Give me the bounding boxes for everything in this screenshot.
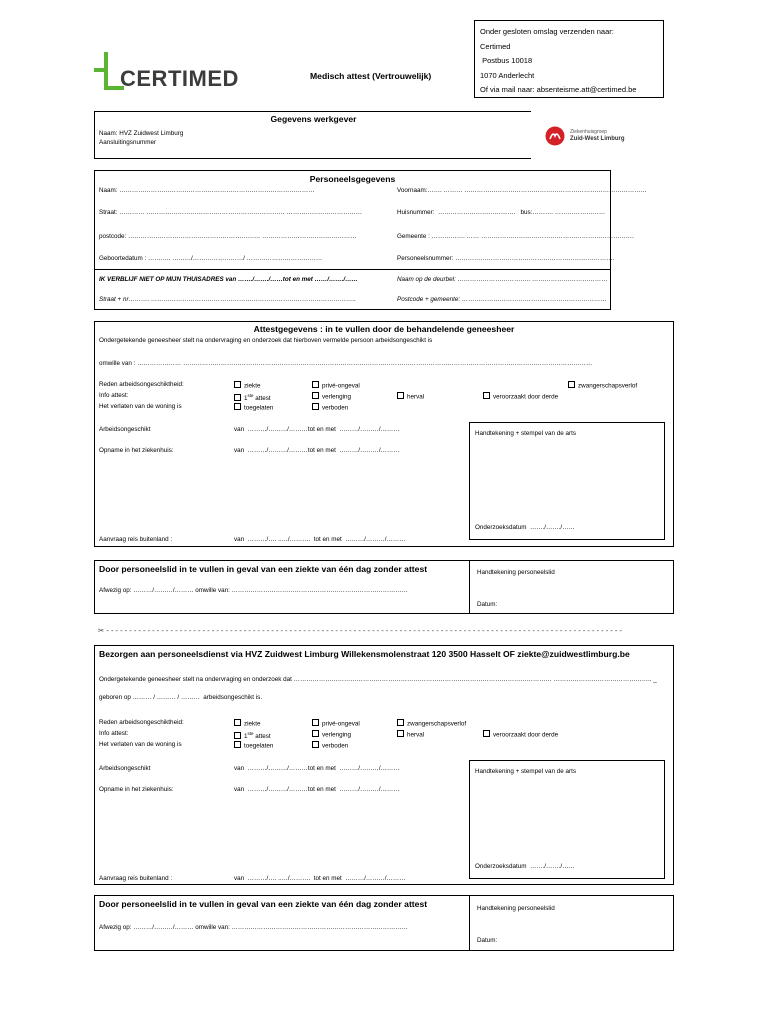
attest-section-2	[94, 645, 674, 885]
reis-label: Aanvraag reis buitenland :	[99, 536, 173, 543]
woning-label: Het verlaten van de woning is	[99, 403, 182, 410]
checkbox-ziekte[interactable]: ziekte	[234, 719, 260, 729]
checkbox-prive-ongeval[interactable]: privé-ongeval	[312, 719, 360, 729]
omwille-field[interactable]: omwille van : ………………… ……………………………………………………………………………………………………………………………………………………………………………	[99, 360, 593, 367]
mailing-address-box	[474, 20, 664, 98]
checkbox-eerste-attest[interactable]: 1ste attest	[234, 392, 271, 403]
reden-label: Reden arbeidsongeschiktheid:	[99, 719, 184, 726]
employee-title: Door personeelslid in te vullen in geval van een ziekte van één dag zonder attest	[99, 564, 428, 574]
hospital-logo-icon	[545, 126, 565, 146]
reis-dates[interactable]: van ………/…. ..…/………. tot en met ………/………/………	[234, 875, 406, 882]
certimed-logo	[94, 52, 244, 92]
checkbox-herval[interactable]: herval	[397, 730, 424, 740]
address-line: Certimed	[480, 41, 511, 51]
checkbox-toegelaten[interactable]: toegelaten	[234, 403, 273, 413]
opname-label: Opname in het ziekenhuis:	[99, 447, 174, 454]
arbeidsongeschikt-label: Arbeidsongeschikt	[99, 765, 151, 772]
employee-signature-area[interactable]	[469, 561, 674, 613]
attest-title: Attestgegevens : in te vullen door de behandelende geneesheer	[253, 324, 515, 334]
doctor-signature-box[interactable]	[469, 760, 665, 879]
reis-dates[interactable]: van ………/…. ..…/………. tot en met ………/………/………	[234, 536, 406, 543]
voornaam-field[interactable]: Voornaam:……. ……… ……………………………………………………………………………	[397, 187, 647, 194]
employee-datum[interactable]: Datum:	[477, 937, 498, 944]
employee-section-2	[94, 895, 674, 951]
checkbox-verlenging[interactable]: verlenging	[312, 730, 351, 740]
checkbox-veroorzaakt-derde[interactable]: veroorzaakt door derde	[483, 730, 558, 740]
document-title: Medisch attest (Vertrouwelijk)	[310, 71, 432, 81]
attest-intro: Ondergetekende geneesheer stelt na ondervraging en onderzoek dat hierboven vermelde persoon arbeidsongeschikt is	[99, 337, 433, 344]
attest2-title: Bezorgen aan personeelsdienst via HVZ Zuidwest Limburg Willekensmolenstraat 120 3500 Hasselt OF ziekte@zuidwestlimburg.be	[99, 649, 630, 659]
address-line: Postbus 10018	[480, 56, 533, 65]
employer-name: Naam: HVZ Zuidwest Limburg	[99, 130, 184, 137]
onderzoeksdatum[interactable]: Onderzoeksdatum ……./……./……	[475, 524, 575, 531]
checkbox-eerste-attest[interactable]: 1ste attest	[234, 730, 271, 741]
employee-signature-area[interactable]	[469, 896, 674, 950]
checkbox-toegelaten[interactable]: toegelaten	[234, 741, 273, 751]
employee-section-1	[94, 560, 674, 614]
doctor-signature-label: Handtekening + stempel van de arts	[475, 768, 576, 775]
checkbox-herval[interactable]: herval	[397, 392, 424, 402]
affiliation-number: Aansluitingsnummer	[99, 139, 157, 146]
employer-section	[94, 111, 531, 159]
arbeidsongeschikt-label: Arbeidsongeschikt	[99, 426, 151, 433]
opname-dates[interactable]: van ………/………/………tot en met ………/………/………	[234, 786, 400, 793]
naam-field[interactable]: Naam: …………………………………………………………………………………	[99, 187, 315, 194]
straat-field[interactable]: Straat: ………… ………………………………………………………… ………………………………	[99, 209, 363, 216]
afwezig-field[interactable]: Afwezig op: ………/………/……… omwille van: …………………………………………………………………………	[99, 924, 408, 931]
straat-nr-field[interactable]: Straat + nr………. ……………………………………………………………………………………..	[99, 296, 356, 303]
opname-label: Opname in het ziekenhuis:	[99, 786, 174, 793]
checkbox-verboden[interactable]: verboden	[312, 403, 348, 413]
reis-label: Aanvraag reis buitenland :	[99, 875, 173, 882]
employer-title: Gegevens werkgever	[270, 114, 357, 124]
hospital-logo-small: Ziekenhuisgroep	[570, 129, 607, 135]
attest-section-1	[94, 321, 674, 547]
geboren-field[interactable]: geboren op ……… / ……… / ……… arbeidsongeschikt is.	[99, 694, 263, 701]
info-label: Info attest:	[99, 392, 129, 399]
opname-dates[interactable]: van ………/………/………tot en met ………/………/………	[234, 447, 400, 454]
woning-label: Het verlaten van de woning is	[99, 741, 182, 748]
postcode-gemeente-field[interactable]: Postcode + gemeente: ……………………………………………………………	[397, 296, 607, 303]
employee-title: Door personeelslid in te vullen in geval van een ziekte van één dag zonder attest	[99, 899, 428, 909]
personnel-section	[94, 170, 647, 310]
onderzoeksdatum[interactable]: Onderzoeksdatum ……./……./……	[475, 863, 575, 870]
reden-label: Reden arbeidsongeschiktheid:	[99, 381, 184, 388]
employee-signature-label: Handtekening personeelslid	[477, 569, 555, 576]
doctor-signature-box[interactable]	[469, 422, 665, 540]
checkbox-prive-ongeval[interactable]: privé-ongeval	[312, 381, 360, 391]
checkbox-zwangerschapsverlof[interactable]: zwangerschapsverlof	[397, 719, 466, 729]
huisnummer-field[interactable]: Huisnummer: ………………………………. bus:………. ……………………	[397, 209, 606, 216]
personeelsnummer-field[interactable]: Personeelsnummer: ………………………………………………………………….	[397, 255, 615, 262]
cut-line: ✂ - - - - - - - - - - - - - - - - - - - - - - - - - - - - - - - - - - - - - - - - - - - - - - - - - - - - - - - - - - - - - - - - - - - - - - - - - - - - - - - - - - - - - - - - - - - - - - - - - - - - - - - - - - - - - - - - -	[98, 626, 622, 635]
hospital-logo-big: Zuid-West Limburg	[570, 136, 625, 142]
arbeidsongeschikt-dates[interactable]: van ………/………/………tot en met ………/………/………	[234, 426, 400, 433]
checkbox-ziekte[interactable]: ziekte	[234, 381, 260, 391]
verblijf-field[interactable]: IK VERBLIJF NIET OP MIJN THUISADRES van ……./……./……tot en met ……/……./……	[99, 276, 358, 283]
info-label: Info attest:	[99, 730, 129, 737]
checkbox-verlenging[interactable]: verlenging	[312, 392, 351, 402]
attest2-intro[interactable]: Ondergetekende geneesheer stelt na ondervraging en onderzoek dat …………………………………………………………………………………………………………… ……………………………………….. _	[99, 676, 657, 683]
geboortedatum-field[interactable]: Geboortedatum : ……….. ………/……………………/ ………………………………	[99, 255, 323, 262]
checkbox-veroorzaakt-derde[interactable]: veroorzaakt door derde	[483, 392, 558, 402]
personnel-title: Personeelsgegevens	[309, 174, 396, 184]
doctor-signature-label: Handtekening + stempel van de arts	[475, 430, 576, 437]
address-line: 1070 Anderlecht	[480, 70, 535, 80]
checkbox-verboden[interactable]: verboden	[312, 741, 348, 751]
address-line: Onder gesloten omslag verzenden naar:	[480, 27, 614, 36]
checkbox-zwangerschapsverlof[interactable]: zwangerschapsverlof	[568, 381, 637, 391]
postcode-field[interactable]: postcode: ……………………………………………………… ………………………………………	[99, 233, 357, 240]
naam-deurbel-field[interactable]: Naam op de deurbel: …………………………….. ………………………………	[397, 276, 608, 283]
gemeente-field[interactable]: Gemeente : ……………. …… ……………………………………………………………….	[397, 233, 634, 240]
address-line: Of via mail naar: absenteisme.att@certimed.be	[480, 85, 637, 94]
afwezig-field[interactable]: Afwezig op: ………/………/……… omwille van: …………………………………………………………………………	[99, 587, 408, 594]
employee-signature-label: Handtekening personeelslid	[477, 905, 555, 912]
employee-datum[interactable]: Datum:	[477, 601, 498, 608]
logo-text: CERTIMED	[120, 66, 239, 91]
hospital-logo	[545, 126, 645, 150]
divider	[95, 269, 610, 270]
arbeidsongeschikt-dates[interactable]: van ………/………/………tot en met ………/………/………	[234, 765, 400, 772]
